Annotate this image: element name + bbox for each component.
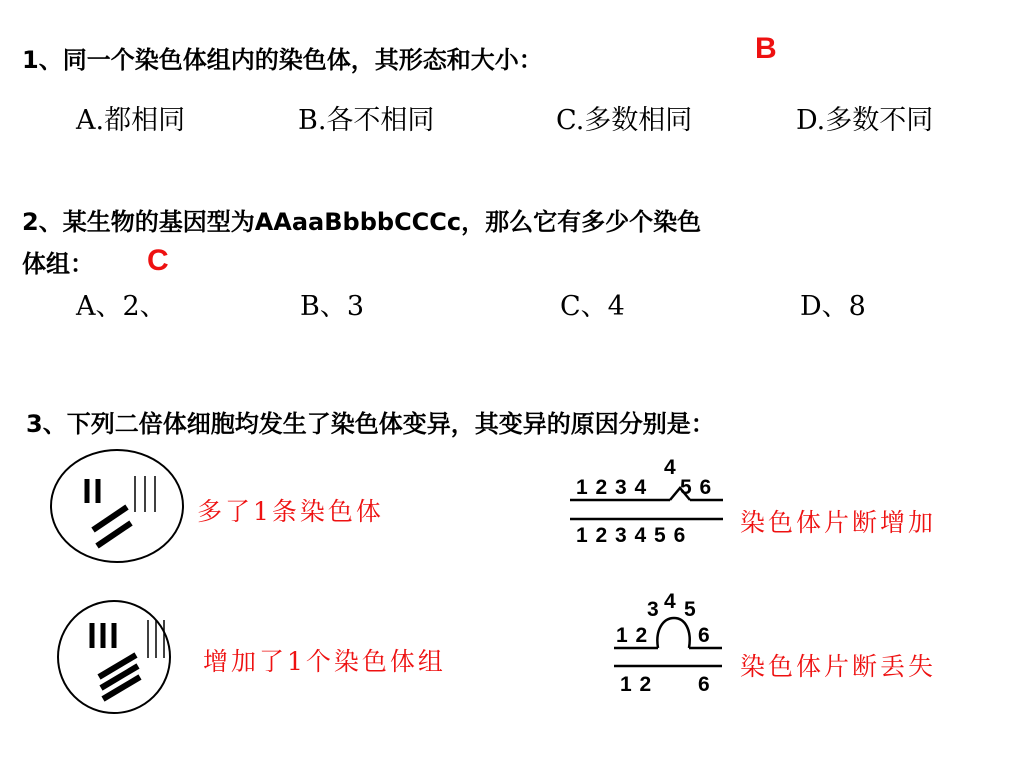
question-1-option-c: C.多数相同: [556, 105, 693, 136]
deletion-bottom-left-numbers: 1 2: [620, 673, 653, 696]
question-1-option-a: A.都相同: [76, 105, 186, 136]
question-1-text: 1、同一个染色体组内的染色体，其形态和大小：: [22, 46, 543, 74]
cell-extra-chromosome-set: [58, 601, 170, 713]
case-3-label: 染色体片断增加: [740, 508, 937, 537]
case-2-label: 增加了1个染色体组: [203, 647, 446, 676]
cell-extra-chromosome: [51, 450, 183, 562]
question-1-option-d: D.多数不同: [796, 105, 934, 136]
duplication-top-numbers: 1 2 3 4: [576, 476, 648, 499]
question-2-option-a: A、2、: [76, 291, 167, 322]
question-1-answer: B: [755, 32, 777, 65]
case-1-label: 多了1条染色体: [197, 497, 384, 526]
question-2-text-line-1: 2、某生物的基因型为AAaaBbbbCCCc，那么它有多少个染色: [22, 208, 702, 236]
question-2-answer: C: [147, 244, 169, 277]
case-4-label: 染色体片断丢失: [740, 652, 937, 681]
deletion-loop-number-right: 5: [684, 598, 697, 621]
duplication-insert-number: 4: [664, 456, 677, 479]
deletion-loop-number-left: 3: [647, 598, 660, 621]
deletion-top-left-numbers: 1 2: [616, 624, 649, 647]
duplication-bottom-numbers: 1 2 3 4 5 6: [576, 524, 687, 547]
question-3-text: 3、下列二倍体细胞均发生了染色体变异，其变异的原因分别是：: [26, 410, 715, 438]
duplication-top-numbers-right: 5 6: [680, 476, 713, 499]
question-2-option-b: B、3: [300, 291, 365, 322]
deletion-bottom-right-number: 6: [698, 673, 711, 696]
deletion-top-right-number: 6: [698, 624, 711, 647]
question-2-text-line-2: 体组：: [22, 250, 94, 278]
deletion-loop-number-mid: 4: [664, 590, 677, 613]
question-1-option-b: B.各不相同: [298, 105, 435, 136]
question-2-option-c: C、4: [560, 291, 625, 322]
question-2-option-d: D、8: [800, 291, 866, 322]
